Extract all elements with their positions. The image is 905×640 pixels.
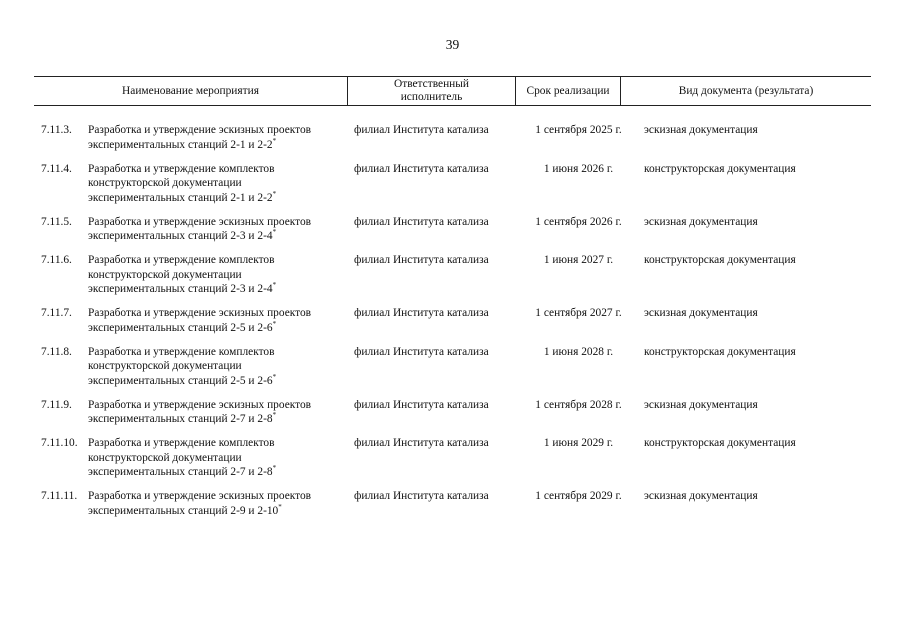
row-number: 7.11.8.: [41, 345, 72, 358]
measure-name-line: [88, 412, 352, 427]
measure-name-line: [88, 436, 352, 451]
measure-name-text: экспериментальных станций 2-5 и 2-6: [88, 374, 273, 387]
measure-name-line: [88, 138, 352, 153]
table-row: [34, 345, 871, 389]
measure-name-text: Разработка и утверждение комплектов: [88, 437, 275, 449]
measure-name-text: конструкторской документации: [88, 177, 242, 189]
row-deadline: 1 июня 2026 г.: [543, 162, 614, 175]
measure-name-text: экспериментальных станций 2-7 и 2-8: [88, 413, 273, 425]
table-row: [34, 436, 871, 480]
table-row: [34, 306, 871, 335]
measure-name-text: экспериментальных станций 2-9 и 2-10: [88, 504, 279, 517]
measure-name-line: [88, 162, 352, 177]
row-number: 7.11.10.: [41, 437, 78, 449]
row-number: 7.11.11.: [41, 490, 78, 502]
header-name: Наименование мероприятия: [34, 77, 348, 105]
measure-name-line: [88, 215, 352, 230]
row-executor: филиал Института катализа: [354, 345, 489, 358]
row-measure-name: [88, 436, 352, 480]
header-executor: [348, 77, 516, 105]
row-deadline: 1 июня 2027 г.: [543, 254, 614, 266]
measure-name-text: Разработка и утверждение эскизных проектов: [88, 490, 312, 502]
row-deadline: 1 сентября 2025 г.: [535, 124, 622, 136]
row-document-type: конструкторская документация: [644, 437, 796, 449]
measure-name-line: [88, 123, 352, 138]
measure-name-line: [88, 229, 352, 244]
measure-name-text: Разработка и утверждение комплектов: [88, 345, 275, 358]
footnote-mark: *: [272, 411, 277, 420]
measure-name-line: [88, 176, 352, 191]
table-row: [34, 398, 871, 427]
table-row: [34, 162, 871, 206]
measure-name-text: экспериментальных станций 2-1 и 2-2: [88, 138, 273, 151]
page-number: 39: [445, 37, 460, 52]
measure-name-text: экспериментальных станций 2-3 и 2-4: [88, 283, 273, 295]
measure-name-text: экспериментальных станций 2-1 и 2-2: [88, 191, 273, 204]
measure-name-text: экспериментальных станций 2-7 и 2-8: [88, 466, 273, 478]
footnote-mark: *: [272, 281, 277, 290]
measure-name-text: конструкторской документации: [88, 451, 242, 464]
measure-name-line: [88, 504, 352, 519]
footnote-mark: *: [272, 228, 277, 237]
row-document-type: эскизная документация: [644, 398, 758, 411]
row-number: 7.11.9.: [41, 398, 72, 411]
footnote-mark: *: [272, 372, 277, 381]
table-row: [34, 253, 871, 297]
measures-table: [34, 76, 871, 528]
footnote-mark: *: [272, 319, 277, 328]
row-deadline: 1 июня 2029 г.: [543, 437, 614, 449]
measure-name-line: [88, 306, 352, 321]
row-document-type: эскизная документация: [644, 215, 758, 228]
row-executor: филиал Института катализа: [354, 490, 489, 502]
measure-name-text: Разработка и утверждение эскизных проектов: [88, 124, 312, 136]
row-document-type: эскизная документация: [644, 490, 758, 502]
table-header: [34, 76, 871, 106]
measure-name-line: [88, 321, 352, 336]
row-deadline: 1 сентября 2029 г.: [535, 490, 622, 502]
row-deadline: 1 сентября 2027 г.: [535, 307, 622, 319]
row-executor: филиал Института катализа: [354, 162, 489, 175]
measure-name-text: Разработка и утверждение комплектов: [88, 254, 275, 266]
row-executor: филиал Института катализа: [354, 215, 489, 228]
measure-name-line: [88, 359, 352, 374]
row-document-type: эскизная документация: [644, 124, 758, 136]
row-executor: филиал Института катализа: [354, 307, 489, 319]
row-document-type: эскизная документация: [644, 307, 758, 319]
measure-name-text: экспериментальных станций 2-3 и 2-4: [88, 230, 273, 242]
row-measure-name: [88, 398, 352, 427]
table-row: [34, 215, 871, 244]
measure-name-line: [88, 489, 352, 504]
row-number: 7.11.5.: [41, 215, 72, 228]
measure-name-line: [88, 374, 352, 389]
header-date: Срок реализации: [516, 77, 621, 105]
row-executor: филиал Института катализа: [354, 254, 489, 266]
measure-name-text: Разработка и утверждение эскизных проектов: [88, 215, 312, 228]
row-number: 7.11.3.: [41, 124, 72, 136]
header-document: Вид документа (результата): [678, 84, 814, 97]
header-executor-line2: исполнитель: [400, 91, 463, 103]
row-measure-name: [88, 345, 352, 389]
row-measure-name: [88, 215, 352, 244]
measure-name-text: экспериментальных станций 2-5 и 2-6: [88, 321, 273, 334]
table-row: [34, 489, 871, 518]
row-measure-name: [88, 306, 352, 335]
row-executor: филиал Института катализа: [354, 437, 489, 449]
row-measure-name: [88, 162, 352, 206]
row-document-type: конструкторская документация: [644, 345, 796, 358]
measure-name-line: [88, 345, 352, 360]
row-number: 7.11.7.: [41, 307, 72, 319]
measure-name-text: Разработка и утверждение эскизных проектов: [88, 398, 312, 411]
row-measure-name: [88, 123, 352, 152]
table-row: [34, 123, 871, 152]
row-document-type: конструкторская документация: [644, 254, 796, 266]
table-body: [34, 106, 871, 518]
footnote-mark: *: [278, 502, 282, 511]
measure-name-text: конструкторской документации: [88, 268, 242, 281]
row-executor: филиал Института катализа: [354, 124, 489, 136]
row-deadline: 1 июня 2028 г.: [543, 345, 614, 358]
measure-name-text: конструкторской документации: [88, 360, 242, 372]
measure-name-text: Разработка и утверждение эскизных проектов: [88, 307, 312, 319]
row-deadline: 1 сентября 2028 г.: [535, 398, 622, 411]
footnote-mark: *: [272, 136, 277, 145]
measure-name-line: [88, 451, 352, 466]
row-measure-name: [88, 489, 352, 518]
measure-name-line: [88, 398, 352, 413]
row-measure-name: [88, 253, 352, 297]
row-executor: филиал Института катализа: [354, 398, 489, 411]
measure-name-line: [88, 282, 352, 297]
measure-name-line: [88, 465, 352, 480]
row-number: 7.11.4.: [41, 162, 72, 175]
row-deadline: 1 сентября 2026 г.: [535, 215, 622, 228]
measure-name-line: [88, 253, 352, 268]
row-number: 7.11.6.: [41, 254, 72, 266]
measure-name-text: Разработка и утверждение комплектов: [88, 162, 275, 175]
measure-name-line: [88, 268, 352, 283]
row-document-type: конструкторская документация: [644, 162, 796, 175]
header-executor-line1: Ответственный: [393, 78, 470, 90]
footnote-mark: *: [272, 464, 277, 473]
footnote-mark: *: [272, 189, 277, 198]
measure-name-line: [88, 191, 352, 206]
